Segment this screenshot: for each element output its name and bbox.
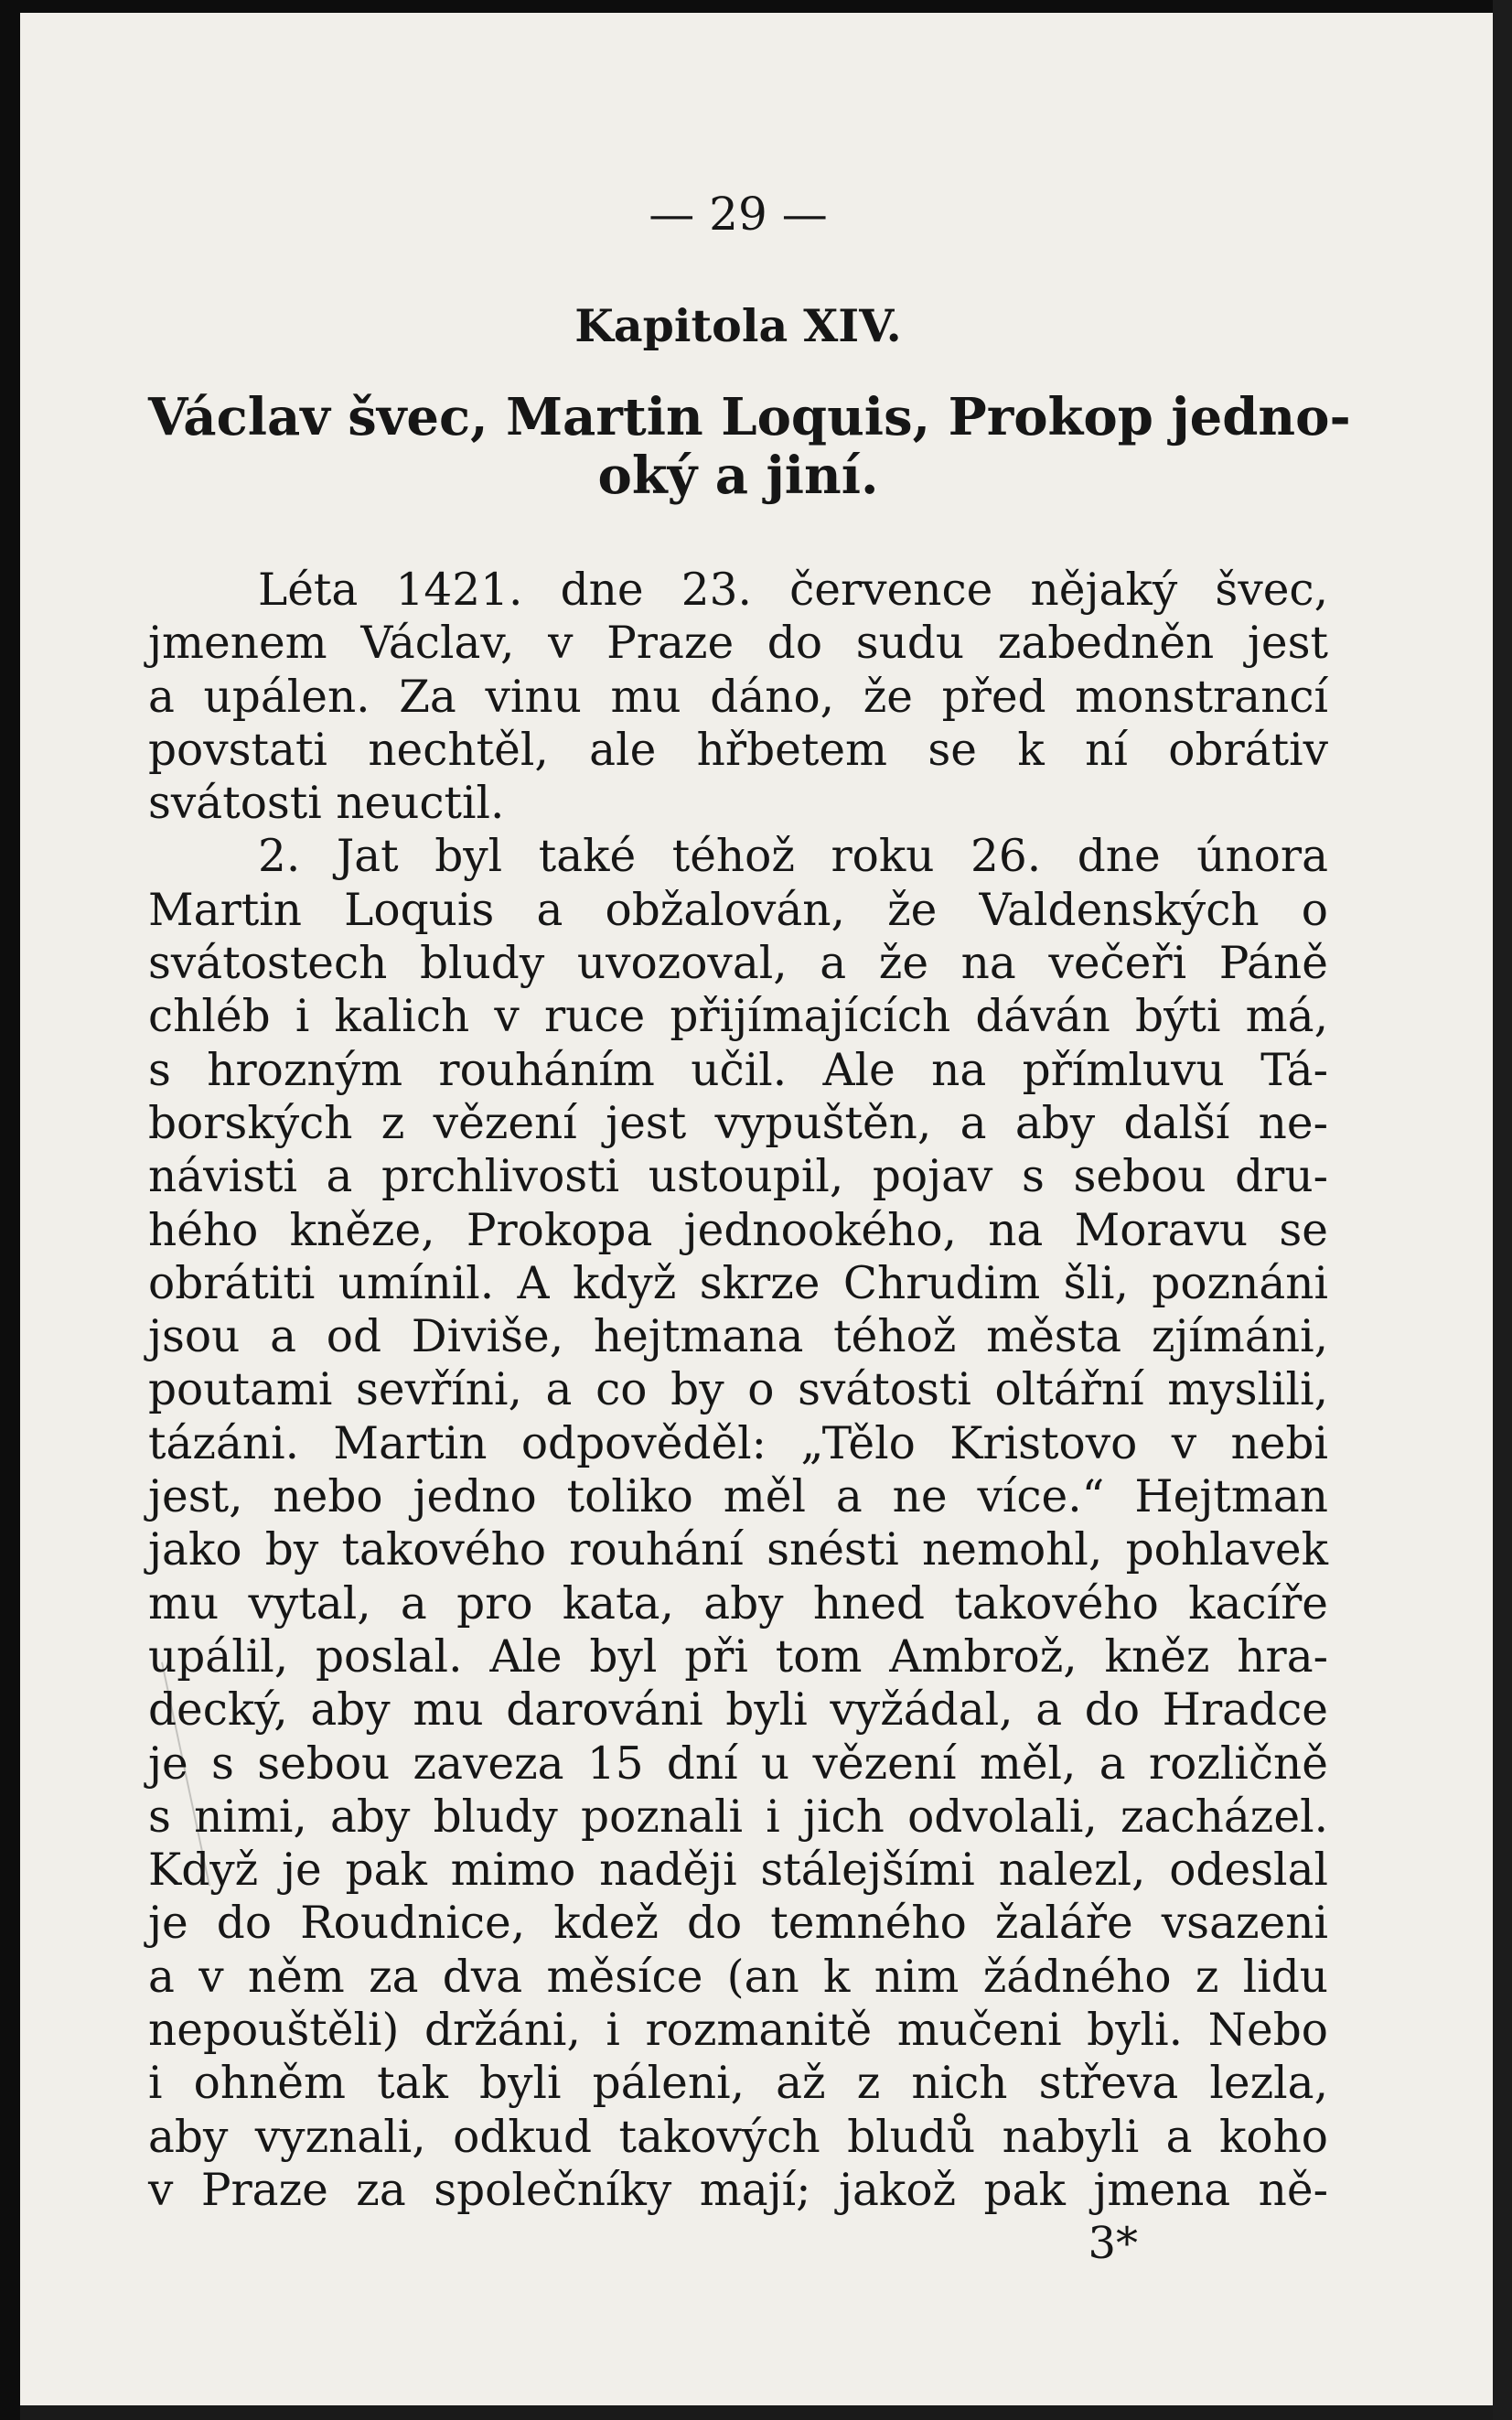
text-line: nepouštěli) držáni, i rozmanitě mučeni byli. Nebo [148, 2005, 1328, 2057]
text-line: 2. Jat byl také téhož roku 26. dne února [258, 831, 1328, 883]
text-line: i ohněm tak byli páleni, až z nich střeva lezla, [148, 2058, 1328, 2110]
text-line: hého kněze, Prokopa jednookého, na Moravu se [148, 1204, 1328, 1256]
text-line: jmenem Václav, v Praze do sudu zabedněn jest [148, 618, 1328, 670]
chapter-title [148, 387, 1351, 506]
text-line: poutami sevříni, a co by o svátosti oltářní myslili, [148, 1364, 1328, 1416]
text-line: jsou a od Diviše, hejtmana téhož města zjímáni, [148, 1311, 1328, 1363]
text-line: s nimi, aby bludy poznali i jich odvolali, zacházel. [148, 1791, 1328, 1843]
chapter-label: Kapitola XIV. [574, 299, 902, 352]
text-line: Martin Loquis a obžalován, že Valdenských o [148, 884, 1328, 936]
text-line: tázáni. Martin odpověděl: „Tělo Kristovo v nebi [148, 1417, 1328, 1469]
text-line: obrátiti umínil. A když skrze Chrudim šli, poznáni [148, 1257, 1328, 1309]
text-line: je do Roudnice, kdež do temného žaláře vsazeni [148, 1898, 1328, 1950]
text-line: s hrozným rouháním učil. Ale na přímluvu Tá- [148, 1044, 1328, 1096]
text-line: povstati nechtěl, ale hřbetem se k ní obrátiv [148, 724, 1328, 776]
text-line: svátosti neuctil. [148, 778, 505, 830]
text-line: v Praze za společníky mají; jakož pak jmena ně- [148, 2164, 1328, 2216]
text-line: chléb i kalich v ruce přijímajících dáván býti má, [148, 991, 1328, 1043]
text-line: a v něm za dva měsíce (an k nim žádného z lidu [148, 1951, 1328, 2003]
signature-mark: 3* [1088, 2218, 1138, 2269]
scan-border-right [1493, 0, 1512, 2420]
text-line: upálil, poslal. Ale byl při tom Ambrož, kněz hra- [148, 1630, 1328, 1683]
text-line: Když je pak mimo naději stálejšími nalezl, odeslal [148, 1845, 1328, 1897]
text-line: mu vytal, a pro kata, aby hned takového kacíře [148, 1577, 1328, 1629]
text-line: je s sebou zaveza 15 dní u vězení měl, a rozličně [148, 1737, 1328, 1790]
body-text [148, 564, 1328, 2217]
scan-border-left [0, 0, 20, 2420]
text-line: a upálen. Za vinu mu dáno, že před monstrancí [148, 671, 1328, 723]
text-line: jako by takového rouhání snésti nemohl, pohlavek [148, 1524, 1328, 1576]
text-line: decký, aby mu darováni byli vyžádal, a do Hradce [148, 1684, 1328, 1737]
text-line: Léta 1421. dne 23. července nějaký švec, [258, 565, 1328, 616]
text-line: borských z vězení jest vypuštěn, a aby další ne- [148, 1097, 1328, 1149]
chapter-title-line: Václav švec, Martin Loquis, Prokop jedno- [148, 387, 1351, 447]
text-line: jest, nebo jedno toliko měl a ne více.“ Hejtman [148, 1471, 1328, 1523]
text-line: svátostech bludy uvozoval, a že na večeři Páně [148, 938, 1328, 990]
chapter-title-line: oký a jiní. [597, 446, 879, 506]
book-page [20, 13, 1493, 2405]
text-line: návisti a prchlivosti ustoupil, pojav s sebou dru- [148, 1151, 1328, 1203]
page-number: — 29 — [649, 188, 828, 241]
text-line: aby vyznali, odkud takových bludů nabyli a koho [148, 2111, 1328, 2163]
scan-border-top [0, 0, 1512, 13]
